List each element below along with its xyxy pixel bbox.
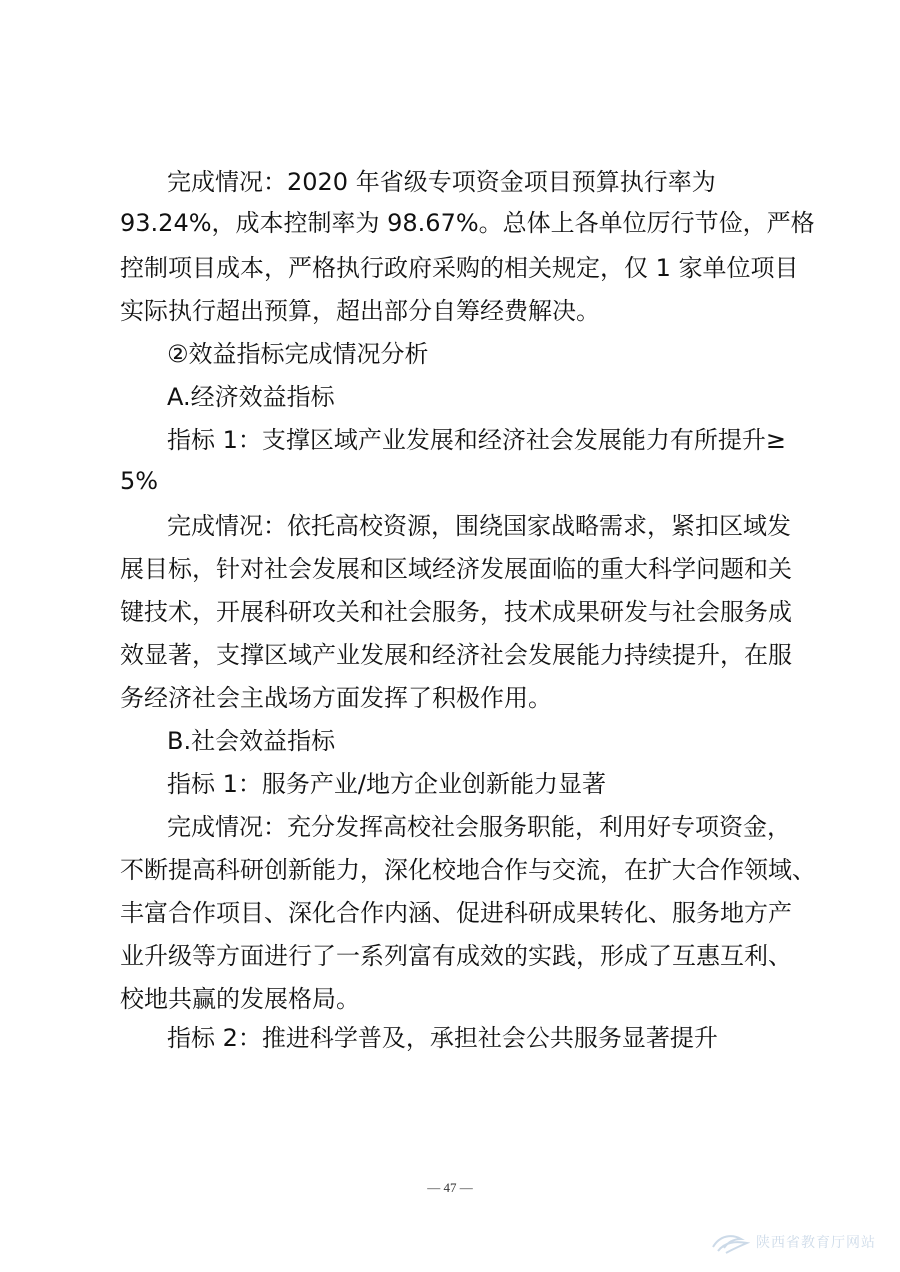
subsection-heading: A.经济效益指标	[167, 383, 335, 411]
indicator-line: 指标 1：支撑区域产业发展和经济社会发展能力有所提升≥	[167, 426, 787, 454]
paragraph-line: 完成情况：充分发挥高校社会服务职能，利用好专项资金，	[167, 813, 791, 841]
paragraph-line: 93.24%，成本控制率为 98.67%。总体上各单位厉行节俭，严格	[120, 209, 815, 237]
watermark	[710, 1228, 900, 1258]
indicator-line: 指标 2：推进科学普及，承担社会公共服务显著提升	[167, 1024, 718, 1052]
section-heading: ②效益指标完成情况分析	[167, 340, 429, 368]
paragraph-line: 丰富合作项目、深化合作内涵、促进科研成果转化、服务地方产	[120, 899, 792, 927]
paragraph-line: 校地共赢的发展格局。	[120, 985, 360, 1013]
paragraph-line: 完成情况：2020 年省级专项资金项目预算执行率为	[167, 168, 716, 196]
indicator-line: 指标 1：服务产业/地方企业创新能力显著	[167, 770, 606, 798]
watermark-logo-icon	[710, 1231, 750, 1255]
paragraph-line: 展目标，针对社会发展和区域经济发展面临的重大科学问题和关	[120, 555, 792, 583]
watermark-text: 陕西省教育厅网站	[756, 1235, 876, 1251]
subsection-heading: B.社会效益指标	[167, 727, 336, 755]
paragraph-line: 效显著，支撑区域产业发展和经济社会发展能力持续提升，在服	[120, 641, 792, 669]
page-number: — 47 —	[427, 1180, 473, 1195]
paragraph-line: 键技术，开展科研攻关和社会服务，技术成果研发与社会服务成	[120, 598, 792, 626]
paragraph-line: 控制项目成本，严格执行政府采购的相关规定，仅 1 家单位项目	[120, 254, 799, 282]
paragraph-line: 不断提高科研创新能力，深化校地合作与交流，在扩大合作领域、	[120, 856, 816, 884]
indicator-line: 5%	[120, 467, 159, 495]
paragraph-line: 完成情况：依托高校资源，围绕国家战略需求，紧扣区域发	[167, 512, 791, 540]
paragraph-line: 务经济社会主战场方面发挥了积极作用。	[120, 684, 552, 712]
paragraph-line: 业升级等方面进行了一系列富有成效的实践，形成了互惠互利、	[120, 942, 792, 970]
paragraph-line: 实际执行超出预算，超出部分自筹经费解决。	[120, 297, 600, 325]
